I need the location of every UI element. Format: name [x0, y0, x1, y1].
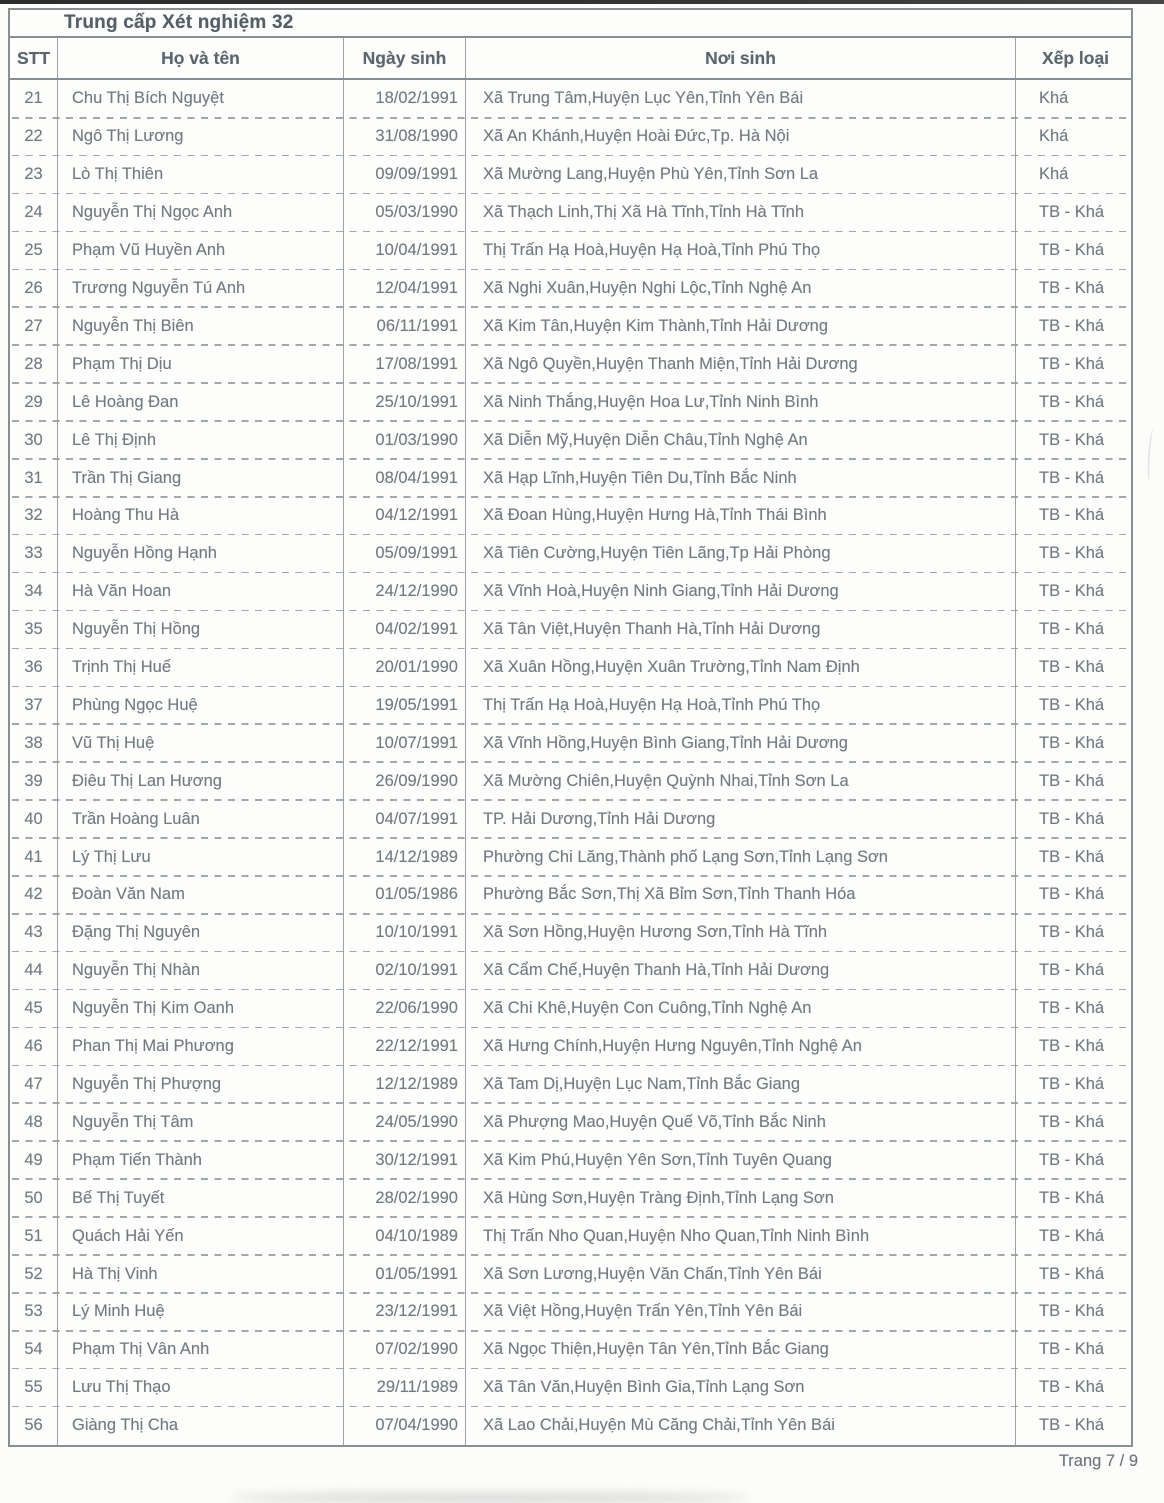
cell-name: Nguyễn Thị Ngọc Anh	[57, 194, 343, 232]
table-row	[10, 156, 1131, 194]
cell-grade: TB - Khá	[1015, 270, 1135, 308]
cell-place: Thị Trấn Hạ Hoà,Huyện Hạ Hoà,Tỉnh Phú Thọ	[465, 232, 1015, 270]
cell-name: Nguyễn Hồng Hạnh	[57, 535, 343, 573]
cell-place: Phường Chi Lăng,Thành phố Lạng Sơn,Tỉnh Lạng Sơn	[465, 838, 1015, 876]
cell-grade: TB - Khá	[1015, 194, 1135, 232]
table-row	[10, 118, 1131, 156]
cell-stt: 28	[24, 354, 43, 373]
cell-name: Phạm Tiến Thành	[57, 1141, 343, 1179]
cell-stt: 21	[24, 89, 43, 108]
cell-grade: TB - Khá	[1015, 838, 1135, 876]
cell-stt: 36	[24, 658, 43, 677]
cell-name: Phùng Ngọc Huệ	[57, 687, 343, 725]
cell-name: Lưu Thị Thạo	[57, 1369, 343, 1407]
cell-stt: 38	[24, 733, 43, 752]
table-row	[10, 1066, 1131, 1104]
table-row	[10, 724, 1131, 762]
cell-place: Thị Trấn Nho Quan,Huyện Nho Quan,Tỉnh Ninh Bình	[465, 1217, 1015, 1255]
cell-stt: 52	[24, 1264, 43, 1283]
table-row	[10, 876, 1131, 914]
cell-grade: TB - Khá	[1015, 762, 1135, 800]
cell-place: Xã Cẩm Chế,Huyện Thanh Hà,Tỉnh Hải Dương	[465, 952, 1015, 990]
column-header-stt: STT	[16, 47, 51, 68]
table-row	[10, 573, 1131, 611]
cell-grade: TB - Khá	[1015, 687, 1135, 725]
cell-grade: TB - Khá	[1015, 1179, 1135, 1217]
cell-grade: TB - Khá	[1015, 952, 1135, 990]
table-title: Trung cấp Xét nghiệm 32	[64, 12, 294, 33]
cell-dob: 10/07/1991	[343, 724, 465, 762]
cell-name: Đặng Thị Nguyên	[57, 914, 343, 952]
cell-stt: 32	[24, 506, 43, 525]
cell-place: Xã Trung Tâm,Huyện Lục Yên,Tỉnh Yên Bái	[465, 80, 1015, 118]
table-row	[10, 459, 1131, 497]
table-row	[10, 535, 1131, 573]
column-header-name: Họ và tên	[57, 38, 343, 78]
cell-place: Xã Hùng Sơn,Huyện Tràng Định,Tỉnh Lạng Sơn	[465, 1179, 1015, 1217]
table-row	[10, 270, 1131, 308]
cell-dob: 22/12/1991	[343, 1028, 465, 1066]
table-row	[10, 611, 1131, 649]
cell-name: Nguyễn Thị Tâm	[57, 1103, 343, 1141]
cell-stt: 41	[24, 847, 43, 866]
column-header-dob: Ngày sinh	[343, 38, 465, 78]
cell-stt: 40	[24, 809, 43, 828]
cell-dob: 22/06/1990	[343, 990, 465, 1028]
cell-stt: 54	[24, 1340, 43, 1359]
cell-name: Nguyễn Thị Biên	[57, 307, 343, 345]
cell-name: Phạm Vũ Huyền Anh	[57, 232, 343, 270]
cell-name: Hà Thị Vinh	[57, 1255, 343, 1293]
scan-edge-top	[0, 0, 1164, 4]
table-row	[10, 1141, 1131, 1179]
cell-dob: 31/08/1990	[343, 118, 465, 156]
cell-stt: 55	[24, 1378, 43, 1397]
cell-stt: 51	[24, 1226, 43, 1245]
cell-name: Nguyễn Thị Hồng	[57, 611, 343, 649]
cell-place: Xã Vĩnh Hoà,Huyện Ninh Giang,Tỉnh Hải Dương	[465, 573, 1015, 611]
cell-stt: 29	[24, 392, 43, 411]
table-row	[10, 80, 1131, 118]
cell-grade: TB - Khá	[1015, 383, 1135, 421]
cell-place: Xã An Khánh,Huyện Hoài Đức,Tp. Hà Nội	[465, 118, 1015, 156]
cell-stt: 24	[24, 203, 43, 222]
cell-stt: 27	[24, 316, 43, 335]
table-row	[10, 1331, 1131, 1369]
cell-dob: 01/05/1991	[343, 1255, 465, 1293]
column-header-place: Nơi sinh	[465, 38, 1015, 78]
table-row	[10, 762, 1131, 800]
table-row	[10, 345, 1131, 383]
cell-stt: 43	[24, 923, 43, 942]
cell-stt: 22	[24, 127, 43, 146]
cell-stt: 25	[24, 241, 43, 260]
cell-place: Xã Tiên Cường,Huyện Tiên Lãng,Tp Hải Phòng	[465, 535, 1015, 573]
cell-place: Xã Phượng Mao,Huyện Quế Võ,Tỉnh Bắc Ninh	[465, 1103, 1015, 1141]
cell-place: Xã Lao Chải,Huyện Mù Căng Chải,Tỉnh Yên Bái	[465, 1407, 1015, 1445]
cell-dob: 04/07/1991	[343, 800, 465, 838]
cell-place: Xã Ngọc Thiện,Huyện Tân Yên,Tỉnh Bắc Giang	[465, 1331, 1015, 1369]
cell-place: Thị Trấn Hạ Hoà,Huyện Hạ Hoà,Tỉnh Phú Thọ	[465, 687, 1015, 725]
cell-name: Trần Thị Giang	[57, 459, 343, 497]
cell-dob: 04/10/1989	[343, 1217, 465, 1255]
cell-name: Chu Thị Bích Nguyệt	[57, 80, 343, 118]
cell-dob: 04/12/1991	[343, 497, 465, 535]
cell-grade: TB - Khá	[1015, 232, 1135, 270]
cell-place: Xã Chi Khê,Huyện Con Cuông,Tỉnh Nghệ An	[465, 990, 1015, 1028]
cell-grade: TB - Khá	[1015, 1407, 1135, 1445]
cell-grade: TB - Khá	[1015, 914, 1135, 952]
cell-grade: TB - Khá	[1015, 459, 1135, 497]
cell-stt: 45	[24, 999, 43, 1018]
cell-stt: 26	[24, 278, 43, 297]
table-row	[10, 1407, 1131, 1445]
cell-dob: 01/03/1990	[343, 421, 465, 459]
cell-dob: 17/08/1991	[343, 345, 465, 383]
cell-name: Giàng Thị Cha	[57, 1407, 343, 1445]
cell-grade: TB - Khá	[1015, 497, 1135, 535]
cell-grade: Khá	[1015, 80, 1135, 118]
cell-name: Lý Minh Huệ	[57, 1293, 343, 1331]
cell-stt: 34	[24, 582, 43, 601]
cell-grade: TB - Khá	[1015, 990, 1135, 1028]
cell-grade: TB - Khá	[1015, 611, 1135, 649]
cell-name: Phạm Thị Vân Anh	[57, 1331, 343, 1369]
cell-name: Điêu Thị Lan Hương	[57, 762, 343, 800]
column-header-grade: Xếp loại	[1015, 38, 1135, 78]
cell-dob: 29/11/1989	[343, 1369, 465, 1407]
cell-dob: 05/03/1990	[343, 194, 465, 232]
cell-name: Lò Thị Thiên	[57, 156, 343, 194]
cell-dob: 14/12/1989	[343, 838, 465, 876]
cell-dob: 06/11/1991	[343, 307, 465, 345]
cell-name: Hà Văn Hoan	[57, 573, 343, 611]
table-row	[10, 649, 1131, 687]
cell-stt: 39	[24, 771, 43, 790]
table-row	[10, 1293, 1131, 1331]
cell-dob: 07/02/1990	[343, 1331, 465, 1369]
cell-place: Xã Hạp Lĩnh,Huyện Tiên Du,Tỉnh Bắc Ninh	[465, 459, 1015, 497]
cell-place: Xã Ngô Quyền,Huyện Thanh Miện,Tỉnh Hải Dương	[465, 345, 1015, 383]
table-row	[10, 307, 1131, 345]
cell-stt: 30	[24, 430, 43, 449]
cell-place: Xã Vĩnh Hồng,Huyện Bình Giang,Tỉnh Hải Dương	[465, 724, 1015, 762]
cell-place: Xã Xuân Hồng,Huyện Xuân Trường,Tỉnh Nam Định	[465, 649, 1015, 687]
cell-name: Nguyễn Thị Kim Oanh	[57, 990, 343, 1028]
cell-grade: TB - Khá	[1015, 535, 1135, 573]
cell-stt: 50	[24, 1188, 43, 1207]
table-row	[10, 1103, 1131, 1141]
page-number: Trang 7 / 9	[1058, 1452, 1138, 1470]
cell-name: Phạm Thị Dịu	[57, 345, 343, 383]
table-row	[10, 421, 1131, 459]
cell-stt: 53	[24, 1302, 43, 1321]
cell-name: Hoàng Thu Hà	[57, 497, 343, 535]
cell-name: Đoàn Văn Nam	[57, 876, 343, 914]
cell-place: Xã Diễn Mỹ,Huyện Diễn Châu,Tỉnh Nghệ An	[465, 421, 1015, 459]
cell-dob: 07/04/1990	[343, 1407, 465, 1445]
cell-dob: 10/10/1991	[343, 914, 465, 952]
cell-place: Xã Sơn Hồng,Huyện Hương Sơn,Tỉnh Hà Tĩnh	[465, 914, 1015, 952]
cell-name: Nguyễn Thị Phượng	[57, 1066, 343, 1104]
cell-dob: 08/04/1991	[343, 459, 465, 497]
cell-grade: Khá	[1015, 118, 1135, 156]
cell-name: Ngô Thị Lương	[57, 118, 343, 156]
cell-dob: 12/12/1989	[343, 1066, 465, 1104]
cell-dob: 10/04/1991	[343, 232, 465, 270]
cell-name: Trần Hoàng Luân	[57, 800, 343, 838]
cell-place: Xã Tân Văn,Huyện Bình Gia,Tỉnh Lạng Sơn	[465, 1369, 1015, 1407]
cell-dob: 04/02/1991	[343, 611, 465, 649]
cell-dob: 02/10/1991	[343, 952, 465, 990]
table-row	[10, 194, 1131, 232]
cell-grade: TB - Khá	[1015, 1028, 1135, 1066]
cell-name: Nguyễn Thị Nhàn	[57, 952, 343, 990]
table-row	[10, 838, 1131, 876]
cell-grade: TB - Khá	[1015, 1217, 1135, 1255]
table-row	[10, 952, 1131, 990]
scan-artifact-right-margin	[1146, 428, 1158, 482]
cell-grade: TB - Khá	[1015, 1331, 1135, 1369]
cell-name: Trịnh Thị Huế	[57, 649, 343, 687]
cell-grade: TB - Khá	[1015, 649, 1135, 687]
cell-stt: 47	[24, 1075, 43, 1094]
table-header-row	[10, 38, 1131, 80]
cell-name: Lý Thị Lưu	[57, 838, 343, 876]
cell-place: Xã Kim Tân,Huyện Kim Thành,Tỉnh Hải Dương	[465, 307, 1015, 345]
table-title-row	[10, 10, 1131, 38]
cell-name: Lê Thị Định	[57, 421, 343, 459]
cell-name: Quách Hải Yến	[57, 1217, 343, 1255]
cell-place: TP. Hải Dương,Tỉnh Hải Dương	[465, 800, 1015, 838]
cell-dob: 01/05/1986	[343, 876, 465, 914]
cell-grade: TB - Khá	[1015, 876, 1135, 914]
cell-dob: 05/09/1991	[343, 535, 465, 573]
cell-stt: 33	[24, 544, 43, 563]
cell-stt: 35	[24, 620, 43, 639]
cell-stt: 49	[24, 1150, 43, 1169]
cell-dob: 28/02/1990	[343, 1179, 465, 1217]
cell-grade: TB - Khá	[1015, 1141, 1135, 1179]
table-row	[10, 1255, 1131, 1293]
table-row	[10, 914, 1131, 952]
cell-name: Trương Nguyễn Tú Anh	[57, 270, 343, 308]
cell-dob: 30/12/1991	[343, 1141, 465, 1179]
cell-place: Xã Hưng Chính,Huyện Hưng Nguyên,Tỉnh Nghệ An	[465, 1028, 1015, 1066]
table-row	[10, 1369, 1131, 1407]
cell-dob: 24/05/1990	[343, 1103, 465, 1141]
graduates-table	[8, 8, 1133, 1447]
table-row	[10, 1028, 1131, 1066]
cell-name: Lê Hoàng Đan	[57, 383, 343, 421]
cell-stt: 42	[24, 885, 43, 904]
table-row	[10, 800, 1131, 838]
cell-place: Xã Thạch Linh,Thị Xã Hà Tĩnh,Tỉnh Hà Tĩnh	[465, 194, 1015, 232]
table-row	[10, 687, 1131, 725]
cell-grade: TB - Khá	[1015, 1369, 1135, 1407]
cell-grade: TB - Khá	[1015, 800, 1135, 838]
cell-place: Xã Mường Lang,Huyện Phù Yên,Tỉnh Sơn La	[465, 156, 1015, 194]
cell-name: Vũ Thị Huệ	[57, 724, 343, 762]
scan-smudge-bottom	[230, 1492, 750, 1503]
cell-grade: TB - Khá	[1015, 307, 1135, 345]
cell-stt: 31	[24, 468, 43, 487]
cell-dob: 24/12/1990	[343, 573, 465, 611]
cell-place: Phường Bắc Sơn,Thị Xã Bỉm Sơn,Tỉnh Thanh Hóa	[465, 876, 1015, 914]
cell-stt: 44	[24, 961, 43, 980]
cell-place: Xã Sơn Lương,Huyện Văn Chấn,Tỉnh Yên Bái	[465, 1255, 1015, 1293]
cell-dob: 12/04/1991	[343, 270, 465, 308]
cell-stt: 37	[24, 695, 43, 714]
cell-place: Xã Tam Dị,Huyện Lục Nam,Tỉnh Bắc Giang	[465, 1066, 1015, 1104]
cell-grade: TB - Khá	[1015, 345, 1135, 383]
cell-place: Xã Tân Việt,Huyện Thanh Hà,Tỉnh Hải Dương	[465, 611, 1015, 649]
cell-place: Xã Đoan Hùng,Huyện Hưng Hà,Tỉnh Thái Bình	[465, 497, 1015, 535]
cell-grade: TB - Khá	[1015, 421, 1135, 459]
cell-dob: 23/12/1991	[343, 1293, 465, 1331]
cell-stt: 23	[24, 165, 43, 184]
cell-dob: 26/09/1990	[343, 762, 465, 800]
cell-place: Xã Việt Hồng,Huyện Trấn Yên,Tỉnh Yên Bái	[465, 1293, 1015, 1331]
cell-dob: 09/09/1991	[343, 156, 465, 194]
cell-stt: 56	[24, 1416, 43, 1435]
cell-name: Phan Thị Mai Phương	[57, 1028, 343, 1066]
cell-dob: 19/05/1991	[343, 687, 465, 725]
cell-place: Xã Nghi Xuân,Huyện Nghi Lộc,Tỉnh Nghệ An	[465, 270, 1015, 308]
table-row	[10, 232, 1131, 270]
cell-grade: TB - Khá	[1015, 1293, 1135, 1331]
table-row	[10, 990, 1131, 1028]
table-row	[10, 1179, 1131, 1217]
table-row	[10, 383, 1131, 421]
table-row	[10, 497, 1131, 535]
cell-place: Xã Ninh Thắng,Huyện Hoa Lư,Tỉnh Ninh Bình	[465, 383, 1015, 421]
table-row	[10, 1217, 1131, 1255]
cell-grade: TB - Khá	[1015, 573, 1135, 611]
cell-grade: TB - Khá	[1015, 724, 1135, 762]
cell-stt: 48	[24, 1112, 43, 1131]
cell-place: Xã Kim Phú,Huyện Yên Sơn,Tỉnh Tuyên Quang	[465, 1141, 1015, 1179]
cell-dob: 25/10/1991	[343, 383, 465, 421]
cell-place: Xã Mường Chiên,Huyện Quỳnh Nhai,Tỉnh Sơn La	[465, 762, 1015, 800]
cell-grade: TB - Khá	[1015, 1066, 1135, 1104]
table-body	[10, 80, 1131, 1445]
cell-name: Bế Thị Tuyết	[57, 1179, 343, 1217]
cell-grade: Khá	[1015, 156, 1135, 194]
cell-stt: 46	[24, 1037, 43, 1056]
cell-grade: TB - Khá	[1015, 1255, 1135, 1293]
cell-dob: 18/02/1991	[343, 80, 465, 118]
cell-dob: 20/01/1990	[343, 649, 465, 687]
cell-grade: TB - Khá	[1015, 1103, 1135, 1141]
